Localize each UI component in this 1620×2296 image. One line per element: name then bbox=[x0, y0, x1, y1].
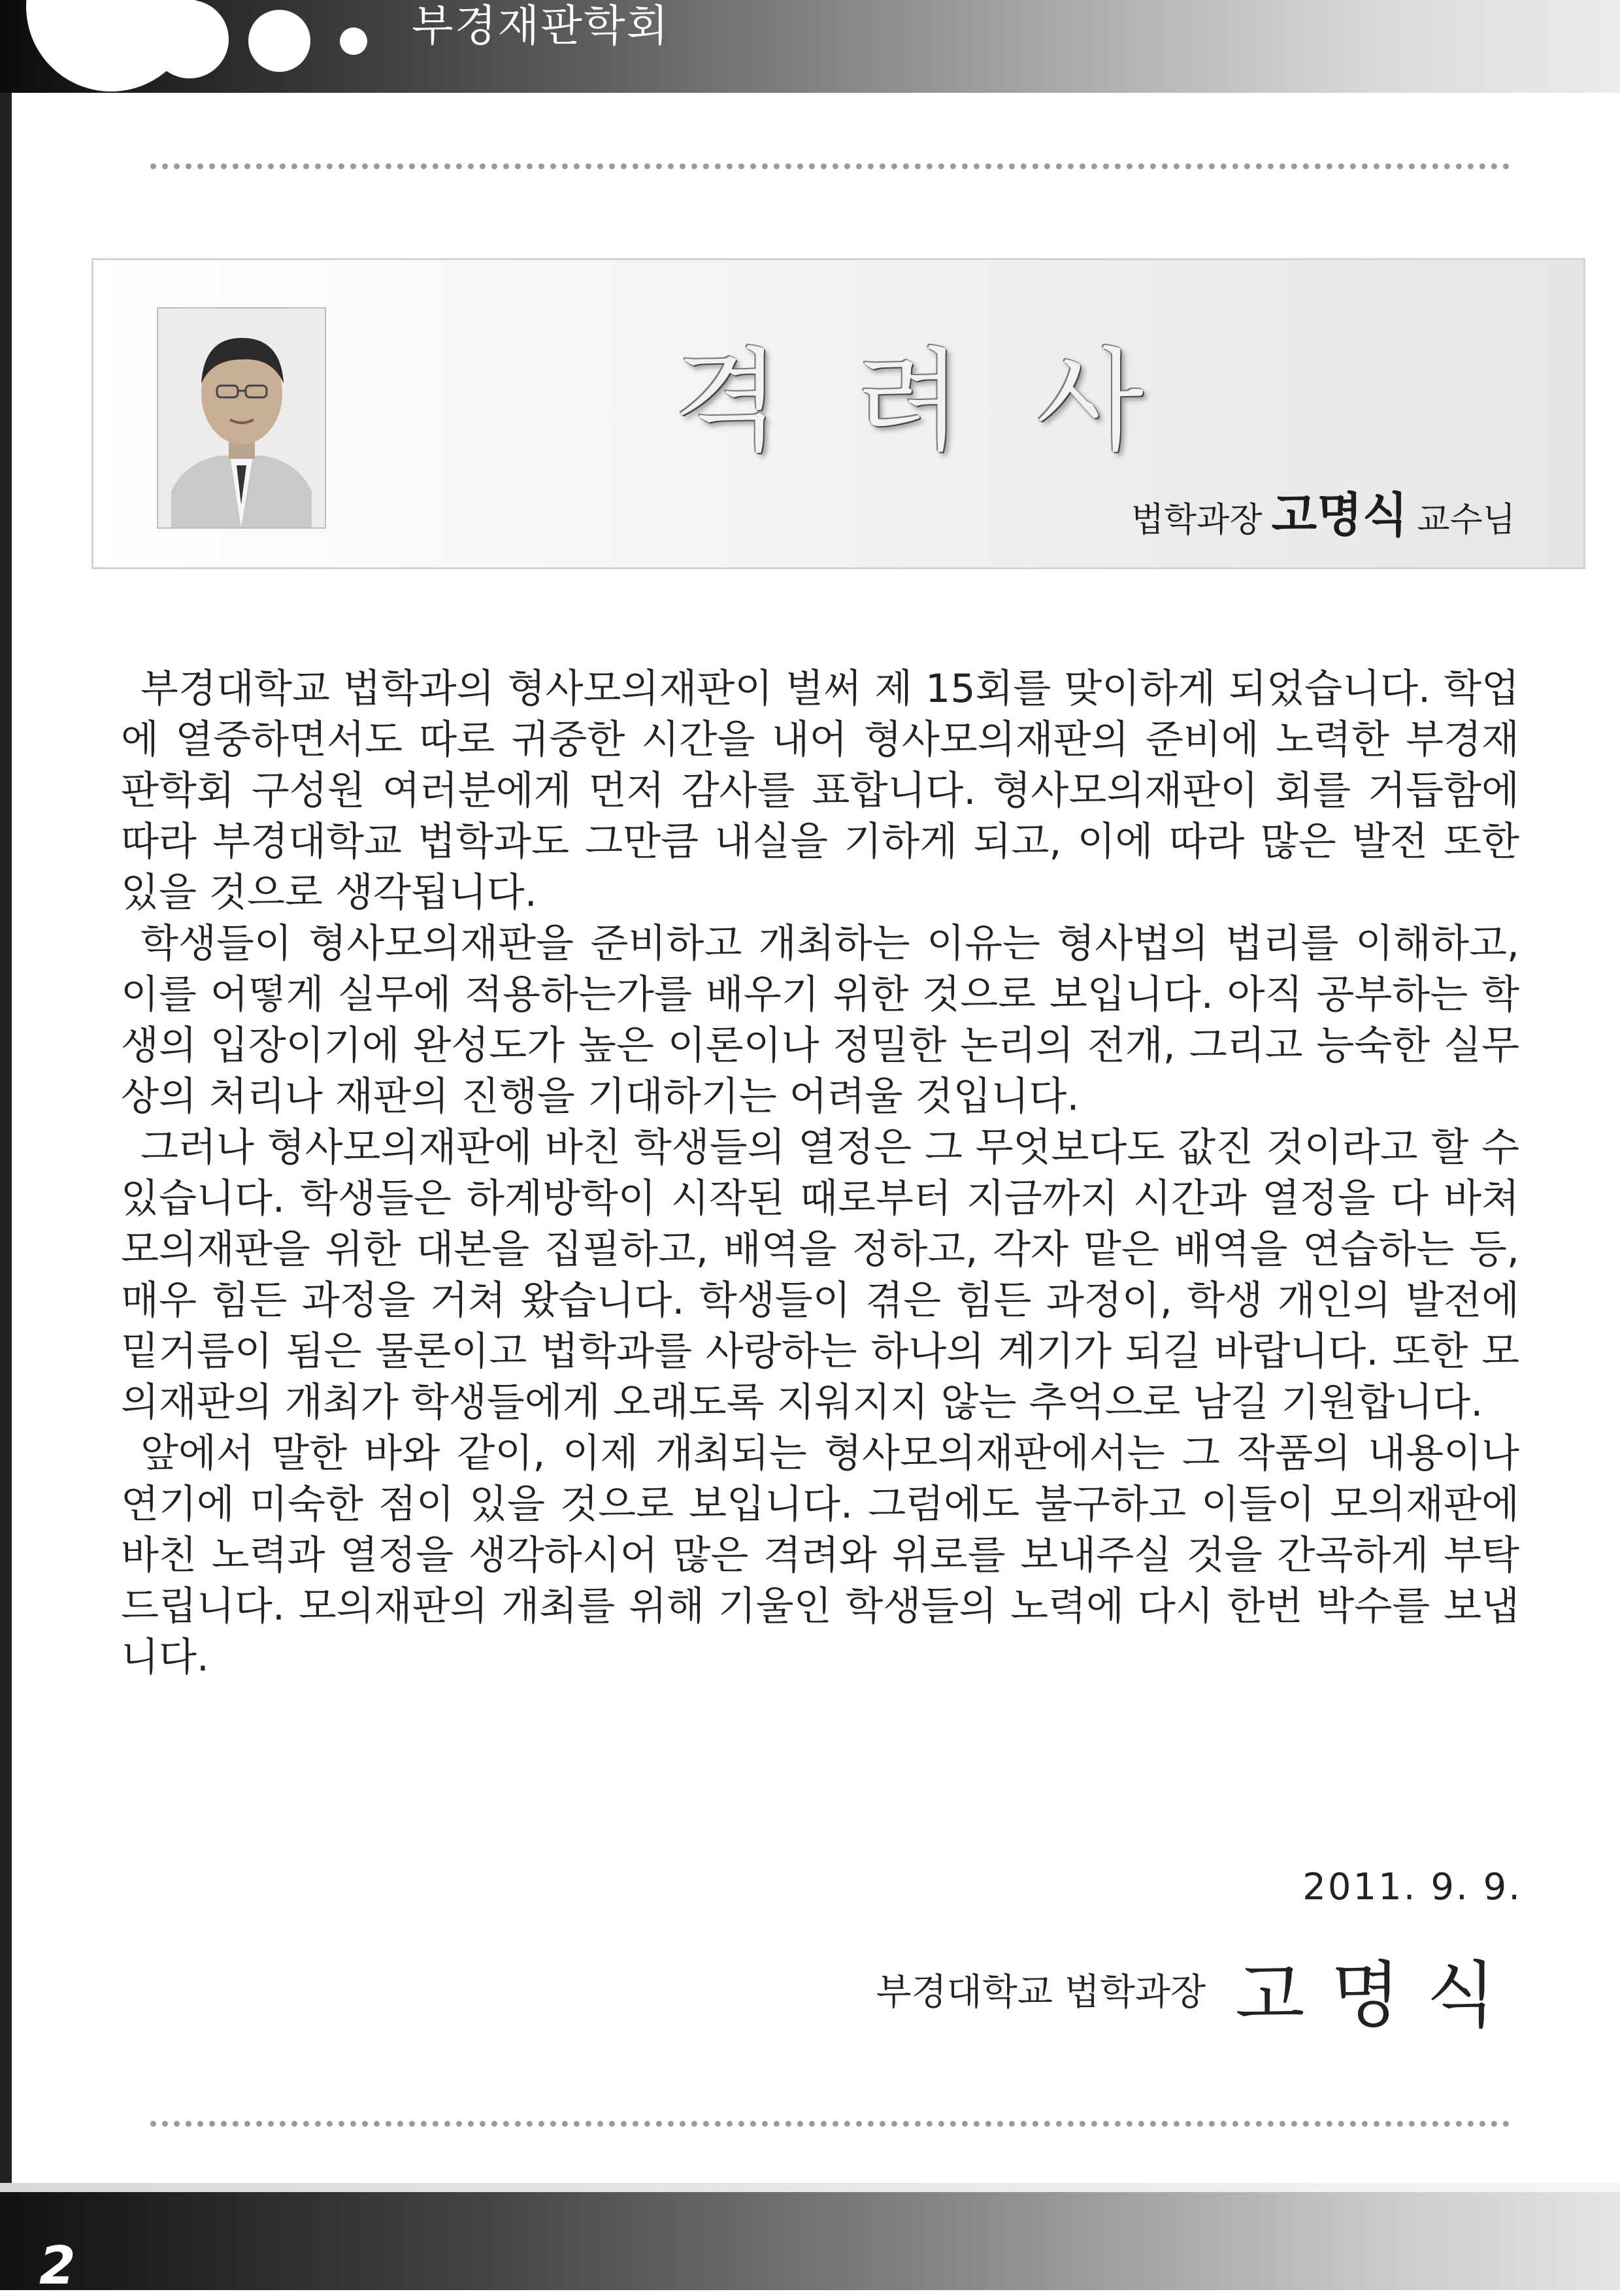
page-number: 2 bbox=[39, 2235, 76, 2296]
letter-body bbox=[121, 663, 1519, 1683]
decorative-circle-tiny bbox=[340, 27, 367, 55]
dotted-divider-top bbox=[150, 163, 1510, 169]
closing-signature-block bbox=[876, 1938, 1522, 2041]
top-banner bbox=[0, 0, 1620, 93]
left-edge-bar bbox=[0, 0, 12, 2290]
page-title bbox=[673, 337, 1144, 467]
letter-date: 2011. 9. 9. bbox=[1302, 1866, 1522, 1908]
author-line bbox=[1131, 477, 1515, 545]
body-paragraph: 부경대학교 법학과의 형사모의재판이 벌써 제 15회를 맞이하게 되었습니다. 학업에 열중하면서도 따로 귀중한 시간을 내어 형사모의재판의 준비에 노력한 부경재판학회 구성원 여러분에게 먼저 감사를 표합니다. 형사모의재판이 회를 거듭함에 따라 부경대학교 법학과도 그만큼 내실을 기하게 되고, 이에 따라 많은 발전 또한 있을 것으로 생각됩니다. bbox=[121, 666, 1519, 916]
author-photo bbox=[157, 307, 326, 529]
title-char: 사 bbox=[1036, 337, 1144, 467]
body-paragraph: 앞에서 말한 바와 같이, 이제 개최되는 형사모의재판에서는 그 작품의 내용이나 연기에 미숙한 점이 있을 것으로 보입니다. 그럼에도 불구하고 이들이 모의재판에 바친 노력과 열정을 생각하시어 많은 격려와 위로를 보내주실 것을 간곡하게 부탁드립니다. 모의재판의 개최를 위해 기울인 학생들의 노력에 다시 한번 박수를 보냅니다. bbox=[121, 1431, 1519, 1680]
body-paragraph: 학생들이 형사모의재판을 준비하고 개최하는 이유는 형사법의 법리를 이해하고, 이를 어떻게 실무에 적용하는가를 배우기 위한 것으로 보입니다. 아직 공부하는 학생의 입장이기에 완성도가 높은 이론이나 정밀한 논리의 전개, 그리고 능숙한 실무상의 처리나 재판의 진행을 기대하기는 어려울 것입니다. bbox=[121, 921, 1519, 1120]
bottom-banner bbox=[0, 2183, 1620, 2290]
author-honorific: 교수님 bbox=[1417, 501, 1515, 540]
society-name: 부경재판학회 bbox=[412, 1, 670, 51]
closing-signature: 고명식 bbox=[1235, 1954, 1522, 2037]
author-name: 고명식 bbox=[1271, 488, 1408, 542]
bottom-banner-highlight bbox=[0, 2183, 1620, 2192]
decorative-circle-small bbox=[248, 10, 310, 72]
dotted-divider-bottom bbox=[150, 2121, 1510, 2127]
title-char: 려 bbox=[854, 337, 963, 467]
closing-organization: 부경대학교 법학과장 bbox=[876, 1971, 1206, 2014]
author-position: 법학과장 bbox=[1131, 501, 1263, 540]
title-char: 격 bbox=[673, 337, 781, 467]
decorative-circle-medium bbox=[150, 0, 229, 78]
body-paragraph: 그러나 형사모의재판에 바친 학생들의 열정은 그 무엇보다도 값진 것이라고 할 수 있습니다. 학생들은 하계방학이 시작된 때로부터 지금까지 시간과 열정을 다 바쳐 모의재판을 위한 대본을 집필하고, 배역을 정하고, 각자 맡은 배역을 연습하는 등, 매우 힘든 과정을 거쳐 왔습니다. 학생들이 겪은 힘든 과정이, 학생 개인의 발전에 밑거름이 됨은 물론이고 법학과를 사랑하는 하나의 계기가 되길 바랍니다. 또한 모의재판의 개최가 학생들에게 오래도록 지워지지 않는 추억으로 남길 기원합니다. bbox=[121, 1125, 1519, 1425]
